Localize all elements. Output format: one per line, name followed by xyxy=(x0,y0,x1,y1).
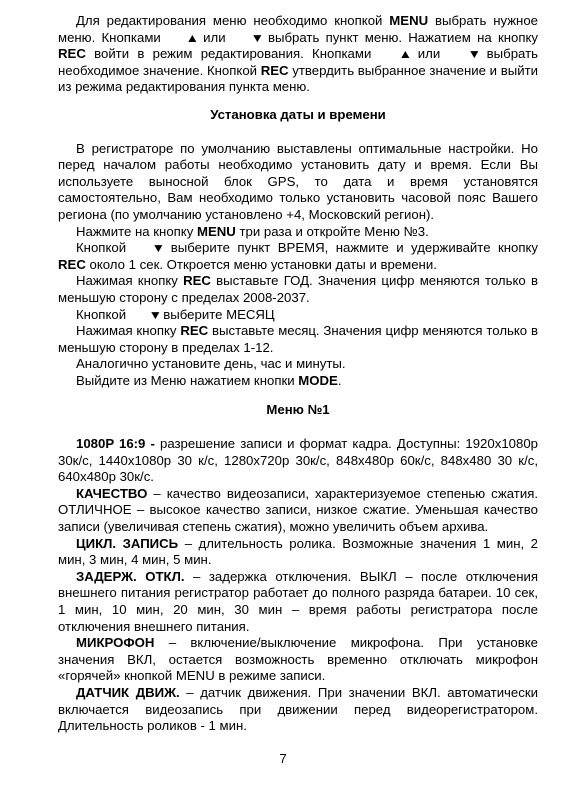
intro-text: выбрать пункт меню. Нажатием на кнопку xyxy=(261,29,538,45)
rec-key: REC xyxy=(58,256,86,272)
menu-item xyxy=(58,685,538,735)
section-heading-menu1: Меню №1 xyxy=(266,402,330,418)
menu-item-term: ЗАДЕРЖ. ОТКЛ. xyxy=(76,568,185,584)
date-paragraph xyxy=(58,373,538,390)
text: выберите пункт ВРЕМЯ, нажмите и удерживайте кнопку xyxy=(163,240,538,256)
menu-item-text: разрешение записи и формат кадра. Доступны: 1920x1080p 30к/с, 1440x1080p 30 к/с, 1280x720p 30к/с, 848x480p 60к/с, 848x480 30 к/с, 640x480p 30к/с. xyxy=(58,436,538,485)
intro-text: выбрать необходимое значение. Кнопкой xyxy=(58,46,538,78)
text: Нажмите на кнопку xyxy=(76,223,197,239)
down-arrow-icon: ▼ xyxy=(466,47,481,62)
rec-key: REC xyxy=(260,62,289,78)
text: около 1 сек. Откроется меню установки даты и времени. xyxy=(85,256,437,272)
text: Кнопкой xyxy=(76,240,134,256)
menu-item-term: КАЧЕСТВО xyxy=(76,485,148,501)
date-paragraph: В регистраторе по умолчанию выставлены оптимальные настройки. Но перед началом работы необходимо установить дату и время. Если Вы используете выносной блок GPS, то дата и время установятся самостоятельно, Вам необходимо только установить часовой пояс Вашего региона (по умолчанию установлено +4, Московский регион). xyxy=(58,140,538,222)
date-paragraph xyxy=(58,240,538,273)
text: Выйдите из Меню нажатием кнопки xyxy=(76,372,299,388)
page-content xyxy=(58,13,538,735)
menu-item-term: ЦИКЛ. ЗАПИСЬ xyxy=(76,535,179,551)
menu-item-text: – датчик движения. При значении ВКЛ. автоматически включается видеозапись при движении перед видеорегистратором. Длительность роликов - 1 мин. xyxy=(58,684,538,734)
menu-item xyxy=(58,569,538,635)
section-heading-date: Установка даты и времени xyxy=(210,106,386,122)
mode-key: MODE xyxy=(298,372,338,388)
intro-text: выбрать нужное меню. Кнопками xyxy=(58,13,539,45)
text: выставьте ГОД. Значения цифр меняются только в меньшую сторону с пределах 2008-2037. xyxy=(58,273,538,305)
menu-item-term: МИКРОФОН xyxy=(76,635,155,651)
menu-item-text: – включение/выключение микрофона. При установке значения ВКЛ, остается возможность временно отключать микрофон «горячей» кнопкой MENU в режиме записи. xyxy=(58,635,538,684)
down-arrow-icon: ▼ xyxy=(250,30,264,45)
menu-item-text: – задержка отключения. ВЫКЛ – после отключения внешнего питания регистратор работает до полного разряда батареи. 10 сек, 1 мин, 10 мин, 20 мин, 30 мин – время работы регистратора после отключения внешнего питания. xyxy=(58,568,538,634)
intro-text: Для редактирования меню необходимо кнопкой xyxy=(76,13,390,28)
page-number: 7 xyxy=(279,751,287,766)
rec-key: REC xyxy=(180,323,209,339)
date-paragraph xyxy=(58,273,538,306)
text: выберите МЕСЯЦ xyxy=(159,306,275,322)
menu-item-text: – качество видеозаписи, характеризуемое степенью сжатия. ОТЛИЧНОЕ – высокое качество записи, низкое сжатие. Уменьшая качество записи (увеличивая степень сжатия), можно увеличить объем архива. xyxy=(58,485,538,535)
intro-text: утвердить выбранное значение и выйти из режима редактирования пункта меню. xyxy=(58,62,538,95)
intro-paragraph xyxy=(58,13,538,96)
up-arrow-icon: ▲ xyxy=(398,47,412,62)
text: Нажимая кнопку xyxy=(76,273,184,289)
menu-item-term: ДАТЧИК ДВИЖ. xyxy=(76,684,180,700)
date-paragraph xyxy=(58,307,538,324)
intro-text: или xyxy=(409,46,449,62)
intro-text: войти в режим редактирования. Кнопками xyxy=(85,46,380,62)
menu-item xyxy=(58,486,538,536)
menu-item xyxy=(58,635,538,685)
menu-key: MENU xyxy=(389,13,429,28)
date-paragraph: Аналогично установите день, час и минуты. xyxy=(76,356,346,372)
rec-key: REC xyxy=(183,273,211,289)
rec-key: REC xyxy=(58,46,86,62)
menu-item xyxy=(58,536,538,569)
menu-item xyxy=(58,436,538,486)
intro-text: или xyxy=(196,29,232,45)
down-arrow-icon: ▼ xyxy=(148,307,162,322)
menu-item-term: 1080P 16:9 - xyxy=(76,436,155,452)
menu-key: MENU xyxy=(197,223,236,239)
menu-item-text: – длительность ролика. Возможные значения 1 мин, 2 мин, 3 мин, 4 мин, 5 мин. xyxy=(58,535,538,568)
down-arrow-icon: ▼ xyxy=(151,241,166,256)
text: . xyxy=(337,372,342,388)
text: Кнопкой xyxy=(76,306,130,322)
up-arrow-icon: ▲ xyxy=(185,30,200,45)
text: выставьте месяц. Значения цифр меняются только в меньшую сторону в пределах 1-12. xyxy=(58,323,538,355)
date-paragraph xyxy=(58,224,538,241)
text: Нажимая кнопку xyxy=(76,323,181,339)
text: три раза и откройте Меню №3. xyxy=(235,223,429,239)
date-paragraph xyxy=(58,323,538,356)
